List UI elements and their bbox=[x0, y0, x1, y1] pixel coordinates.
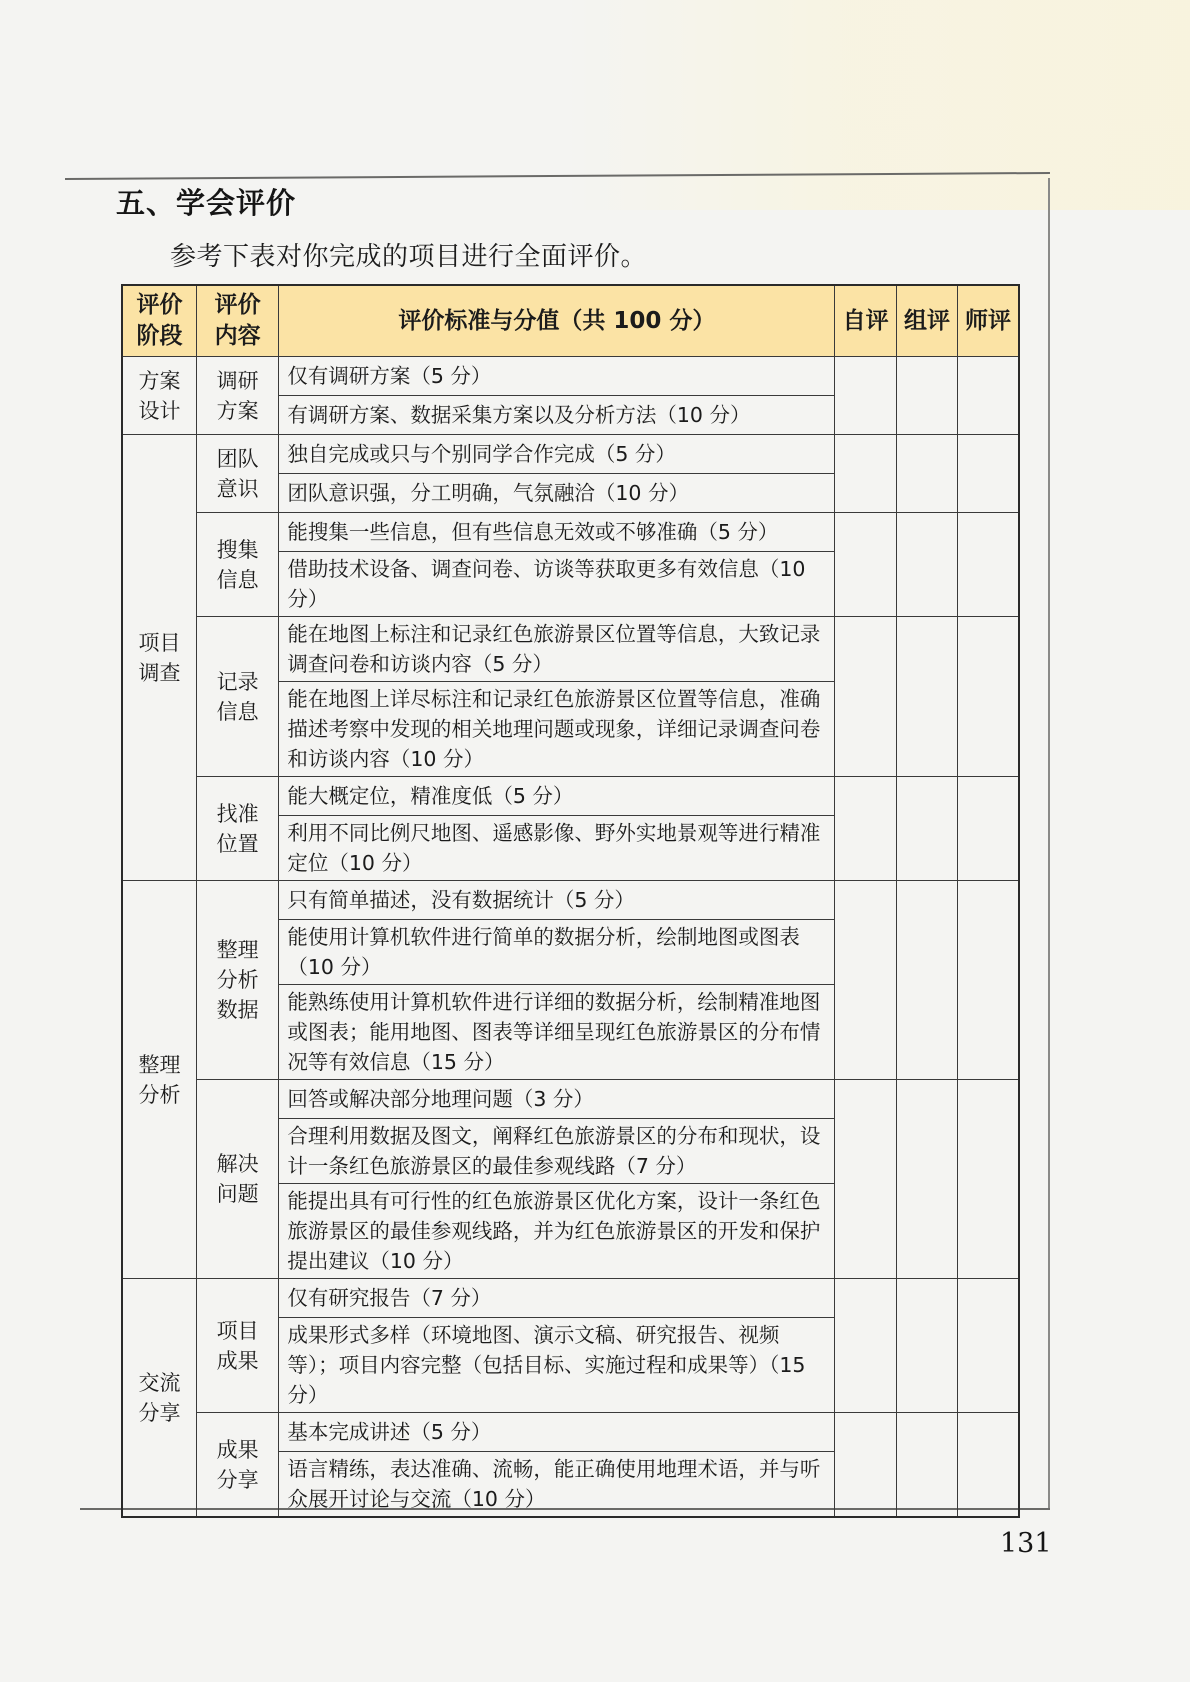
content-cell bbox=[196, 777, 278, 881]
header-criteria: 评价标准与分值（共 100 分） bbox=[279, 285, 835, 357]
content-label: 项目 成果 bbox=[216, 1318, 259, 1373]
stage-label: 整理 分析 bbox=[138, 1052, 181, 1107]
header-group-eval: 组评 bbox=[896, 285, 957, 357]
group-eval-cell[interactable] bbox=[896, 881, 957, 1080]
stage-cell bbox=[122, 881, 196, 1279]
teacher-eval-cell[interactable] bbox=[958, 435, 1019, 513]
criteria-cell: 有调研方案、数据采集方案以及分析方法（10 分） bbox=[279, 396, 835, 435]
criteria-cell: 能熟练使用计算机软件进行详细的数据分析，绘制精准地图或图表；能用地图、图表等详细呈现红色旅游景区的分布情况等有效信息（15 分） bbox=[279, 985, 835, 1080]
criteria-cell: 能在地图上标注和记录红色旅游景区位置等信息，大致记录调查问卷和访谈内容（5 分） bbox=[279, 617, 835, 682]
content-label: 调研 方案 bbox=[216, 368, 259, 423]
table-row bbox=[122, 1080, 1019, 1119]
group-eval-cell[interactable] bbox=[896, 435, 957, 513]
header-content: 评价 内容 bbox=[196, 285, 278, 357]
teacher-eval-cell[interactable] bbox=[958, 357, 1019, 435]
criteria-cell: 成果形式多样（环境地图、演示文稿、研究报告、视频等）；项目内容完整（包括目标、实施过程和成果等）（15 分） bbox=[279, 1318, 835, 1413]
table-row bbox=[122, 1279, 1019, 1318]
self-eval-cell[interactable] bbox=[835, 357, 896, 435]
content-label: 找准 位置 bbox=[216, 801, 259, 856]
self-eval-cell[interactable] bbox=[835, 617, 896, 777]
content-label: 成果 分享 bbox=[216, 1437, 259, 1492]
evaluation-table bbox=[121, 284, 1020, 1518]
stage-cell bbox=[122, 1279, 196, 1518]
content-label: 解决 问题 bbox=[216, 1152, 259, 1206]
content-cell bbox=[196, 881, 278, 1080]
group-eval-cell[interactable] bbox=[896, 1279, 957, 1413]
content-cell bbox=[196, 513, 278, 617]
self-eval-cell[interactable] bbox=[835, 881, 896, 1080]
teacher-eval-cell[interactable] bbox=[958, 1080, 1019, 1279]
page-number: 131 bbox=[1000, 1528, 1052, 1559]
teacher-eval-cell[interactable] bbox=[958, 513, 1019, 617]
self-eval-cell[interactable] bbox=[835, 1080, 896, 1279]
stage-cell bbox=[122, 435, 196, 881]
teacher-eval-cell[interactable] bbox=[958, 617, 1019, 777]
criteria-cell: 合理利用数据及图文，阐释红色旅游景区的分布和现状，设计一条红色旅游景区的最佳参观线路（7 分） bbox=[279, 1119, 835, 1184]
header-teacher-eval: 师评 bbox=[958, 285, 1019, 357]
table-row bbox=[122, 617, 1019, 682]
criteria-cell: 利用不同比例尺地图、遥感影像、野外实地景观等进行精准定位（10 分） bbox=[279, 816, 835, 881]
stage-cell bbox=[122, 357, 196, 435]
self-eval-cell[interactable] bbox=[835, 435, 896, 513]
content-label: 记录 信息 bbox=[216, 669, 259, 724]
teacher-eval-cell[interactable] bbox=[958, 777, 1019, 881]
criteria-cell: 独自完成或只与个别同学合作完成（5 分） bbox=[279, 435, 835, 474]
table-row bbox=[122, 881, 1019, 920]
criteria-cell: 语言精练，表达准确、流畅，能正确使用地理术语，并与听众展开讨论与交流（10 分） bbox=[279, 1452, 835, 1518]
criteria-cell: 团队意识强，分工明确，气氛融洽（10 分） bbox=[279, 474, 835, 513]
content-cell bbox=[196, 435, 278, 513]
teacher-eval-cell[interactable] bbox=[958, 881, 1019, 1080]
table-body bbox=[122, 357, 1019, 1518]
content-cell bbox=[196, 1279, 278, 1413]
table-row bbox=[122, 513, 1019, 552]
group-eval-cell[interactable] bbox=[896, 357, 957, 435]
header-row bbox=[122, 285, 1019, 357]
content-label: 整理 分析 数据 bbox=[216, 938, 259, 1022]
criteria-cell: 能使用计算机软件进行简单的数据分析，绘制地图或图表（10 分） bbox=[279, 920, 835, 985]
teacher-eval-cell[interactable] bbox=[958, 1413, 1019, 1518]
criteria-cell: 能搜集一些信息，但有些信息无效或不够准确（5 分） bbox=[279, 513, 835, 552]
group-eval-cell[interactable] bbox=[896, 617, 957, 777]
header-self-eval: 自评 bbox=[835, 285, 896, 357]
table-row bbox=[122, 357, 1019, 396]
content-label: 团队 意识 bbox=[216, 446, 259, 501]
teacher-eval-cell[interactable] bbox=[958, 1279, 1019, 1413]
content-label: 搜集 信息 bbox=[216, 537, 259, 592]
stage-label: 项目 调查 bbox=[138, 630, 181, 685]
criteria-cell: 基本完成讲述（5 分） bbox=[279, 1413, 835, 1452]
group-eval-cell[interactable] bbox=[896, 777, 957, 881]
stage-label: 方案 设计 bbox=[138, 368, 181, 423]
stage-label: 交流 分享 bbox=[138, 1370, 181, 1425]
frame-right-rule bbox=[1048, 178, 1050, 1508]
content-cell bbox=[196, 1413, 278, 1518]
page-tint bbox=[560, 0, 1190, 210]
criteria-cell: 能大概定位，精准度低（5 分） bbox=[279, 777, 835, 816]
criteria-cell: 只有简单描述，没有数据统计（5 分） bbox=[279, 881, 835, 920]
criteria-cell: 回答或解决部分地理问题（3 分） bbox=[279, 1080, 835, 1119]
criteria-cell: 能提出具有可行性的红色旅游景区优化方案，设计一条红色旅游景区的最佳参观线路，并为红色旅游景区的开发和保护提出建议（10 分） bbox=[279, 1184, 835, 1279]
content-cell bbox=[196, 617, 278, 777]
criteria-cell: 仅有调研方案（5 分） bbox=[279, 357, 835, 396]
criteria-cell: 能在地图上详尽标注和记录红色旅游景区位置等信息，准确描述考察中发现的相关地理问题或现象，详细记录调查问卷和访谈内容（10 分） bbox=[279, 682, 835, 777]
criteria-cell: 仅有研究报告（7 分） bbox=[279, 1279, 835, 1318]
content-cell bbox=[196, 357, 278, 435]
criteria-cell: 借助技术设备、调查问卷、访谈等获取更多有效信息（10 分） bbox=[279, 552, 835, 617]
group-eval-cell[interactable] bbox=[896, 1080, 957, 1279]
table-row bbox=[122, 777, 1019, 816]
self-eval-cell[interactable] bbox=[835, 777, 896, 881]
group-eval-cell[interactable] bbox=[896, 1413, 957, 1518]
group-eval-cell[interactable] bbox=[896, 513, 957, 617]
self-eval-cell[interactable] bbox=[835, 1279, 896, 1413]
self-eval-cell[interactable] bbox=[835, 1413, 896, 1518]
intro-text: 参考下表对你完成的项目进行全面评价。 bbox=[170, 242, 648, 272]
header-stage: 评价 阶段 bbox=[122, 285, 196, 357]
self-eval-cell[interactable] bbox=[835, 513, 896, 617]
section-title: 五、学会评价 bbox=[116, 186, 297, 220]
content-cell bbox=[196, 1080, 278, 1279]
table-row bbox=[122, 1413, 1019, 1452]
table-row bbox=[122, 435, 1019, 474]
